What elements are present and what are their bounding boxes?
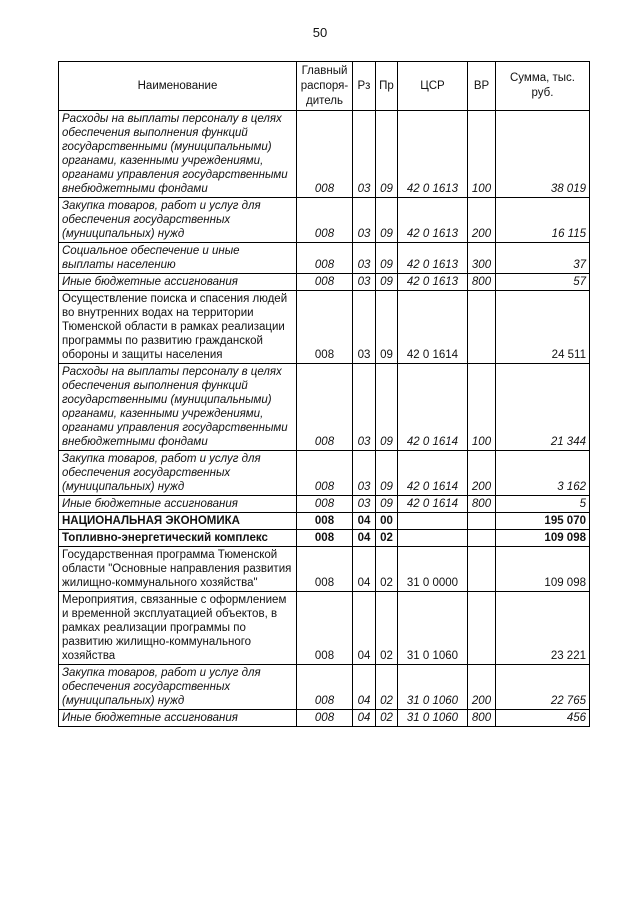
row-csr: 31 0 1060	[398, 710, 468, 727]
row-vr	[468, 513, 496, 530]
row-rz: 04	[353, 592, 376, 665]
row-csr: 42 0 1614	[398, 364, 468, 451]
row-vr: 100	[468, 111, 496, 198]
row-sum: 21 344	[496, 364, 590, 451]
row-admin: 008	[297, 530, 353, 547]
row-rz: 03	[353, 364, 376, 451]
row-sum: 456	[496, 710, 590, 727]
row-csr: 42 0 1614	[398, 291, 468, 364]
budget-table	[58, 61, 590, 727]
row-admin: 008	[297, 547, 353, 592]
row-admin: 008	[297, 111, 353, 198]
table-row	[59, 547, 590, 592]
row-csr: 42 0 1613	[398, 111, 468, 198]
row-csr: 42 0 1613	[398, 198, 468, 243]
row-pr: 09	[376, 496, 398, 513]
row-rz: 03	[353, 243, 376, 274]
row-rz: 03	[353, 198, 376, 243]
row-sum: 195 070	[496, 513, 590, 530]
table-row	[59, 291, 590, 364]
row-rz: 04	[353, 665, 376, 710]
row-csr	[398, 513, 468, 530]
table-row	[59, 274, 590, 291]
row-admin: 008	[297, 496, 353, 513]
row-rz: 03	[353, 496, 376, 513]
row-rz: 04	[353, 513, 376, 530]
row-name: Расходы на выплаты персоналу в целях обеспечения выполнения функций государственными (муниципальными) органами, казенными учреждениями, органами управления государственными внебюджетными фондами	[59, 364, 297, 451]
row-name: Осуществление поиска и спасения людей во внутренних водах на территории Тюменской области в рамках реализации программы по развитию гражданской обороны и защиты населения	[59, 291, 297, 364]
row-pr: 09	[376, 111, 398, 198]
row-admin: 008	[297, 592, 353, 665]
table-row	[59, 513, 590, 530]
row-admin: 008	[297, 364, 353, 451]
header-sum: Сумма, тыс. руб.	[496, 62, 590, 111]
row-vr: 300	[468, 243, 496, 274]
row-name: Иные бюджетные ассигнования	[59, 496, 297, 513]
row-csr	[398, 530, 468, 547]
row-name: Мероприятия, связанные с оформлением и временной эксплуатацией объектов, в рамках реализации программы по развитию жилищно-коммунального хозяйства	[59, 592, 297, 665]
row-sum: 16 115	[496, 198, 590, 243]
row-name: Иные бюджетные ассигнования	[59, 710, 297, 727]
row-pr: 09	[376, 274, 398, 291]
row-admin: 008	[297, 243, 353, 274]
row-sum: 109 098	[496, 530, 590, 547]
table-row	[59, 111, 590, 198]
header-name: Наименование	[59, 62, 297, 111]
row-admin: 008	[297, 665, 353, 710]
row-name: Государственная программа Тюменской области "Основные направления развития жилищно-коммунального хозяйства"	[59, 547, 297, 592]
row-admin: 008	[297, 451, 353, 496]
table-row	[59, 243, 590, 274]
table-row	[59, 496, 590, 513]
row-pr: 02	[376, 710, 398, 727]
row-sum: 38 019	[496, 111, 590, 198]
row-sum: 23 221	[496, 592, 590, 665]
row-pr: 00	[376, 513, 398, 530]
row-csr: 42 0 1613	[398, 274, 468, 291]
row-vr	[468, 291, 496, 364]
header-csr: ЦСР	[398, 62, 468, 111]
row-name: Топливно-энергетический комплекс	[59, 530, 297, 547]
row-rz: 04	[353, 547, 376, 592]
row-sum: 3 162	[496, 451, 590, 496]
row-vr: 100	[468, 364, 496, 451]
row-sum: 24 511	[496, 291, 590, 364]
row-pr: 02	[376, 665, 398, 710]
row-vr: 200	[468, 665, 496, 710]
row-sum: 5	[496, 496, 590, 513]
page-number: 50	[312, 25, 328, 40]
row-admin: 008	[297, 198, 353, 243]
table-row	[59, 530, 590, 547]
row-rz: 03	[353, 111, 376, 198]
row-vr: 800	[468, 710, 496, 727]
row-admin: 008	[297, 274, 353, 291]
row-admin: 008	[297, 710, 353, 727]
row-vr: 200	[468, 198, 496, 243]
table-row	[59, 665, 590, 710]
table-row	[59, 364, 590, 451]
row-name: НАЦИОНАЛЬНАЯ ЭКОНОМИКА	[59, 513, 297, 530]
row-csr: 31 0 0000	[398, 547, 468, 592]
row-csr: 42 0 1614	[398, 451, 468, 496]
table-header-row	[59, 62, 590, 111]
row-pr: 09	[376, 451, 398, 496]
header-vr: ВР	[468, 62, 496, 111]
header-rz: Рз	[353, 62, 376, 111]
row-name: Закупка товаров, работ и услуг для обеспечения государственных (муниципальных) нужд	[59, 451, 297, 496]
row-rz: 03	[353, 274, 376, 291]
header-admin: Главный распоря-дитель	[297, 62, 353, 111]
row-name: Расходы на выплаты персоналу в целях обеспечения выполнения функций государственными (муниципальными) органами, казенными учреждениями, органами управления государственными внебюджетными фондами	[59, 111, 297, 198]
row-sum: 109 098	[496, 547, 590, 592]
row-csr: 42 0 1614	[398, 496, 468, 513]
row-vr: 200	[468, 451, 496, 496]
row-pr: 02	[376, 530, 398, 547]
row-pr: 09	[376, 243, 398, 274]
row-pr: 09	[376, 364, 398, 451]
row-pr: 09	[376, 198, 398, 243]
row-pr: 02	[376, 592, 398, 665]
table-row	[59, 710, 590, 727]
row-pr: 09	[376, 291, 398, 364]
row-rz: 04	[353, 530, 376, 547]
row-vr: 800	[468, 274, 496, 291]
row-csr: 31 0 1060	[398, 592, 468, 665]
row-name: Закупка товаров, работ и услуг для обеспечения государственных (муниципальных) нужд	[59, 665, 297, 710]
table-row	[59, 451, 590, 496]
table-row	[59, 198, 590, 243]
row-admin: 008	[297, 291, 353, 364]
row-sum: 37	[496, 243, 590, 274]
row-vr	[468, 530, 496, 547]
row-vr: 800	[468, 496, 496, 513]
row-vr	[468, 547, 496, 592]
row-pr: 02	[376, 547, 398, 592]
row-vr	[468, 592, 496, 665]
row-csr: 42 0 1613	[398, 243, 468, 274]
row-rz: 04	[353, 710, 376, 727]
row-sum: 57	[496, 274, 590, 291]
row-csr: 31 0 1060	[398, 665, 468, 710]
row-rz: 03	[353, 291, 376, 364]
row-name: Социальное обеспечение и иные выплаты населению	[59, 243, 297, 274]
row-sum: 22 765	[496, 665, 590, 710]
row-name: Иные бюджетные ассигнования	[59, 274, 297, 291]
table-row	[59, 592, 590, 665]
row-rz: 03	[353, 451, 376, 496]
row-admin: 008	[297, 513, 353, 530]
header-pr: Пр	[376, 62, 398, 111]
row-name: Закупка товаров, работ и услуг для обеспечения государственных (муниципальных) нужд	[59, 198, 297, 243]
